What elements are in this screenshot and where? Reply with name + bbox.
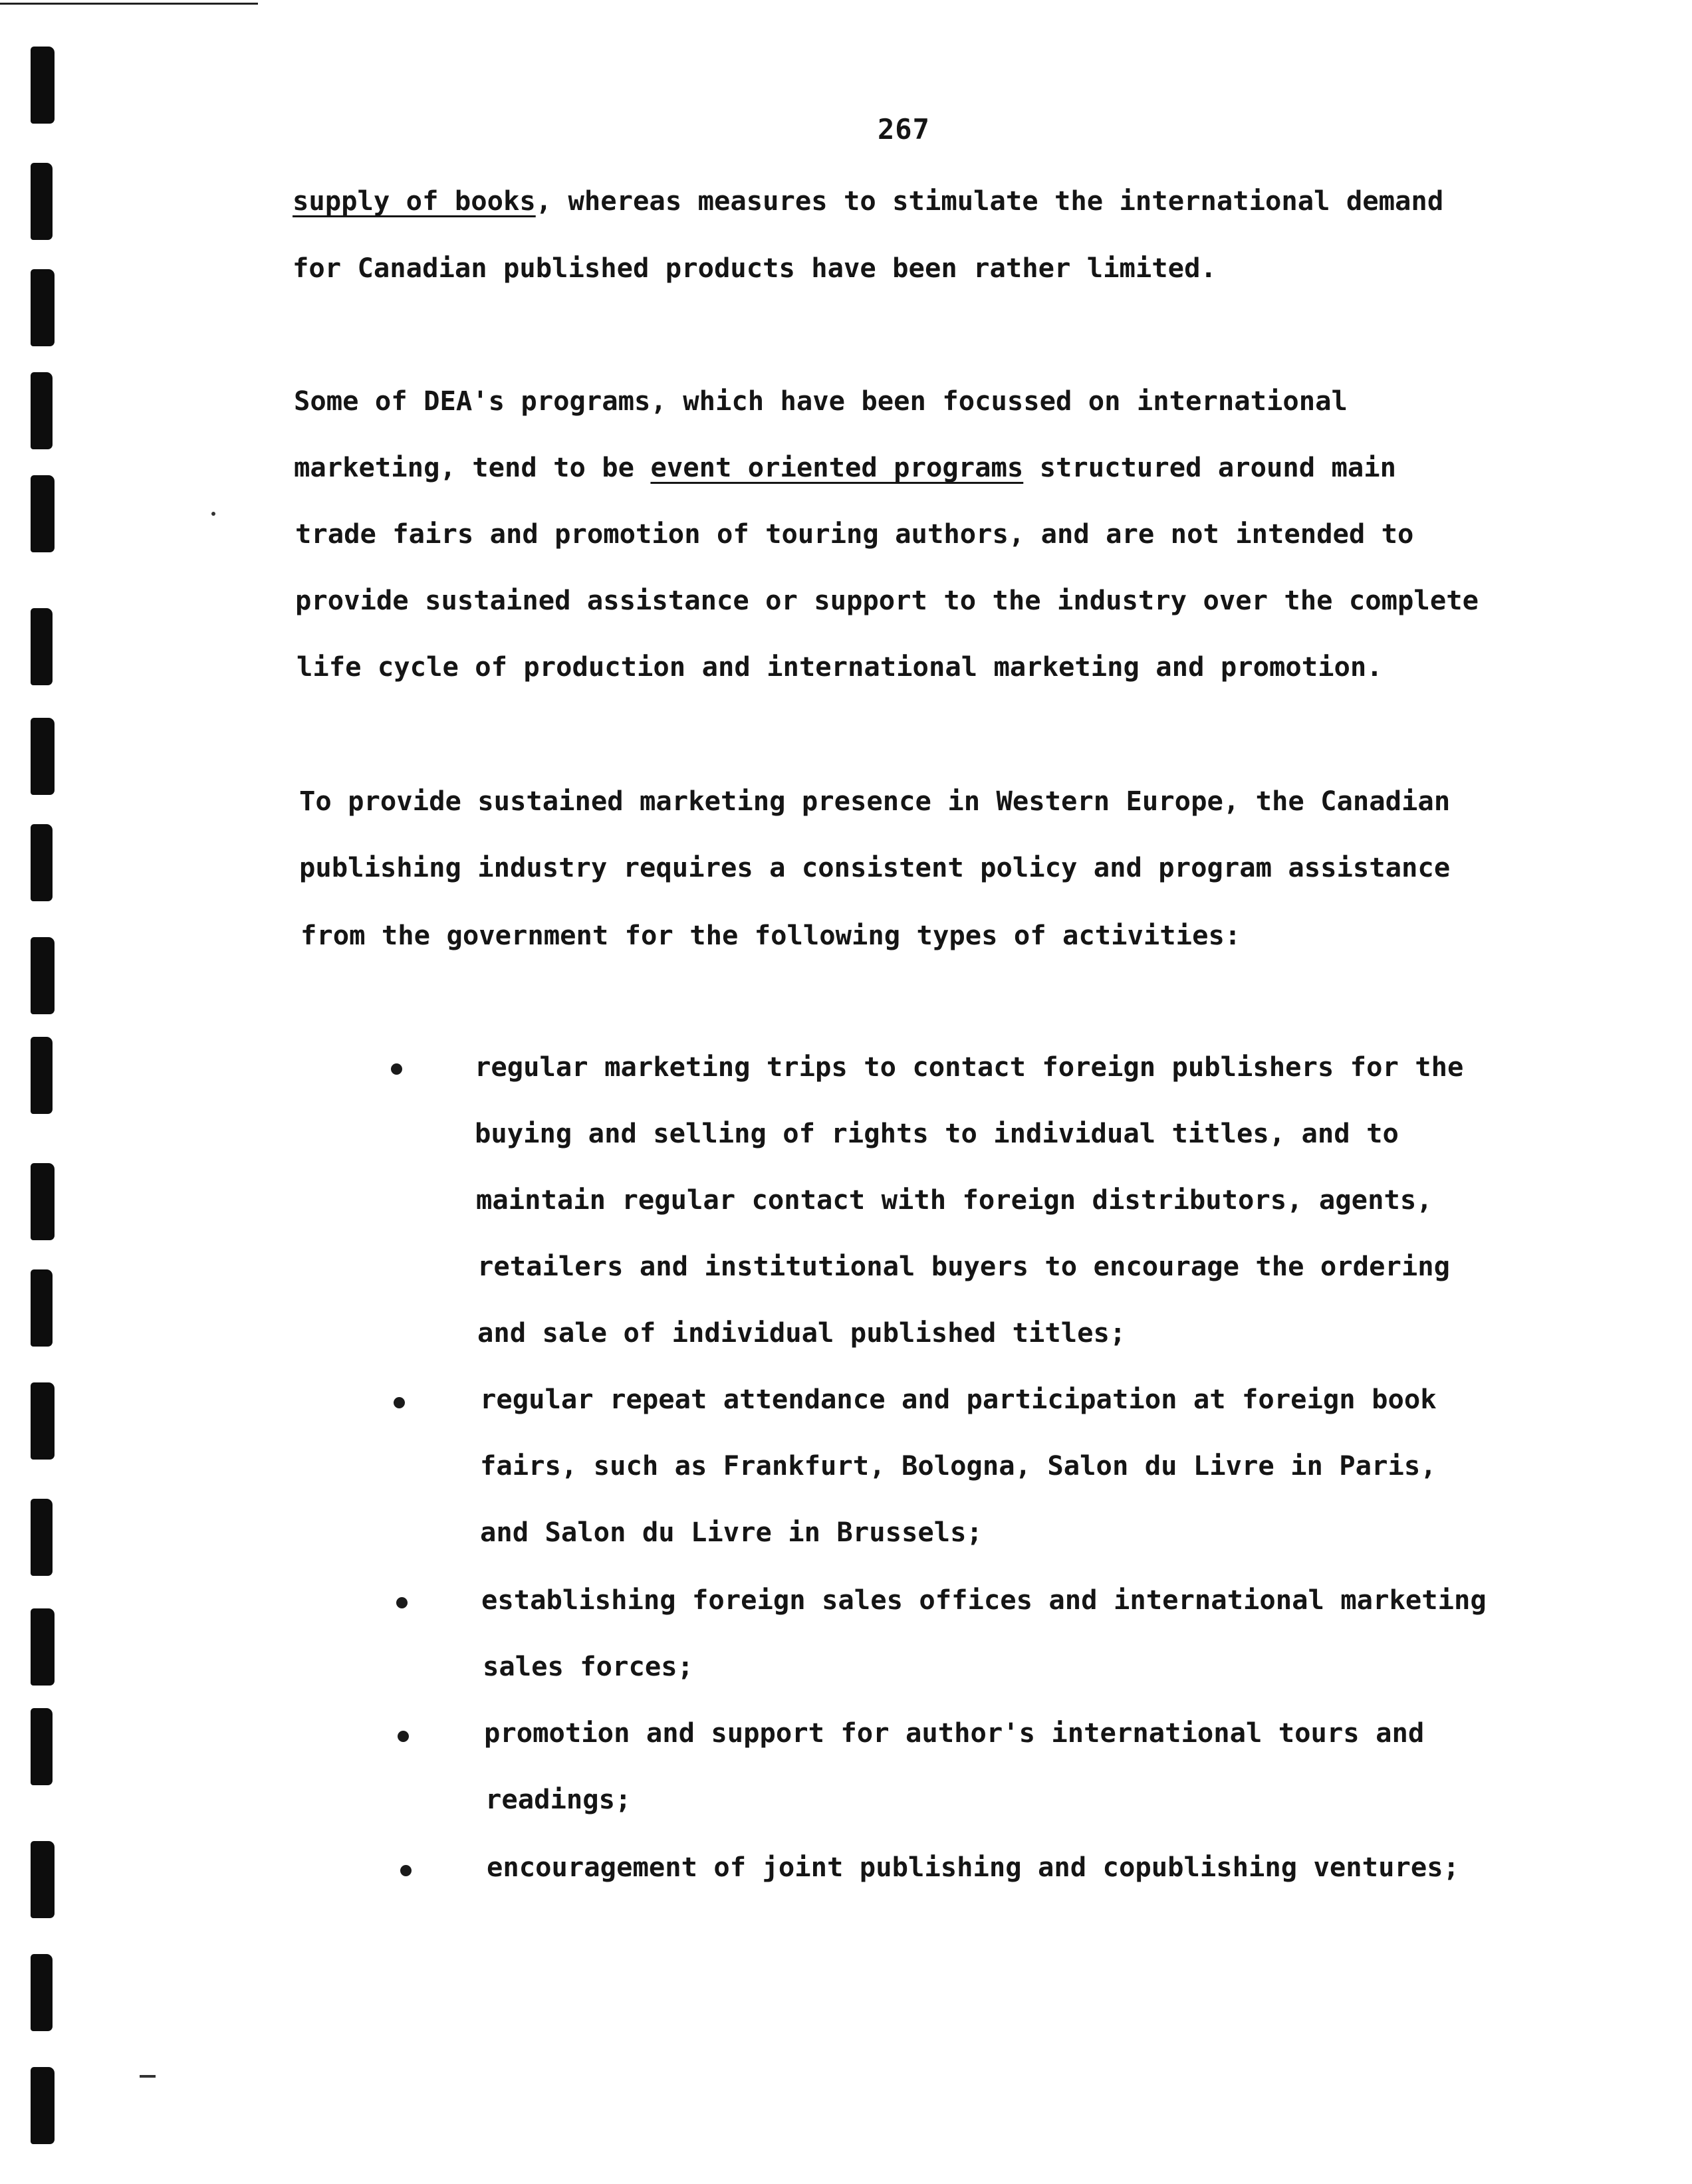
underlined-phrase: event oriented programs xyxy=(650,451,1024,483)
text-line: fairs, such as Frankfurt, Bologna, Salon du Livre in Paris, xyxy=(480,1450,1437,1481)
text-line: and sale of individual published titles; xyxy=(477,1317,1126,1349)
binding-hole xyxy=(31,47,55,124)
binding-hole xyxy=(31,1163,55,1240)
text-line: buying and selling of rights to individual titles, and to xyxy=(475,1117,1399,1149)
binding-hole xyxy=(31,1382,55,1460)
text-line: promotion and support for author's international tours and xyxy=(484,1717,1425,1749)
bullet-marker xyxy=(394,1397,405,1408)
page-number: 267 xyxy=(878,113,930,146)
text-line: from the government for the following types of activities: xyxy=(301,919,1241,951)
scan-speck xyxy=(140,2075,156,2078)
binding-hole xyxy=(31,608,53,685)
text-line: readings; xyxy=(485,1783,632,1815)
line-text: marketing, tend to be xyxy=(294,451,651,483)
binding-hole xyxy=(31,718,55,795)
text-line: To provide sustained marketing presence in Western Europe, the Canadian xyxy=(299,785,1451,817)
text-line xyxy=(293,187,1443,215)
line-text: structured around main xyxy=(1023,451,1397,483)
binding-hole xyxy=(31,2067,55,2144)
text-line: for Canadian published products have been rather limited. xyxy=(293,252,1217,284)
binding-hole xyxy=(31,269,55,346)
binding-hole xyxy=(31,1954,53,2031)
text-line: establishing foreign sales offices and international marketing xyxy=(481,1584,1487,1616)
text-line: maintain regular contact with foreign distributors, agents, xyxy=(476,1184,1433,1216)
binding-hole xyxy=(31,1269,53,1347)
binding-hole xyxy=(31,1841,55,1918)
text-line xyxy=(294,451,1397,483)
binding-hole xyxy=(31,372,53,449)
text-line: regular marketing trips to contact foreign publishers for the xyxy=(475,1051,1464,1083)
text-line: sales forces; xyxy=(483,1650,693,1682)
text-line: life cycle of production and international marketing and promotion. xyxy=(297,651,1383,683)
text-line: retailers and institutional buyers to encourage the ordering xyxy=(477,1250,1450,1282)
underlined-phrase: supply of books xyxy=(293,185,536,217)
text-line: trade fairs and promotion of touring authors, and are not intended to xyxy=(295,518,1414,550)
line-text: , whereas measures to stimulate the international demand xyxy=(535,185,1444,217)
binding-hole xyxy=(31,475,55,552)
binding-hole xyxy=(31,163,53,240)
bullet-marker xyxy=(391,1063,402,1075)
top-rule xyxy=(0,3,258,5)
text-line: and Salon du Livre in Brussels; xyxy=(480,1516,983,1548)
text-line: Some of DEA's programs, which have been focussed on international xyxy=(294,385,1348,417)
binding-hole xyxy=(31,1608,55,1686)
text-line: publishing industry requires a consistent policy and program assistance xyxy=(299,851,1451,883)
binding-hole xyxy=(31,1708,53,1785)
binding-hole xyxy=(31,937,55,1014)
binding-hole xyxy=(31,824,53,901)
text-line: encouragement of joint publishing and copublishing ventures; xyxy=(487,1851,1459,1883)
scan-speck xyxy=(211,512,215,516)
text-line: regular repeat attendance and participation at foreign book xyxy=(480,1383,1437,1415)
binding-hole xyxy=(31,1037,53,1114)
bullet-marker xyxy=(396,1597,408,1608)
binding-hole xyxy=(31,1499,53,1576)
bullet-marker xyxy=(398,1731,409,1742)
bullet-marker xyxy=(400,1865,412,1876)
text-line: provide sustained assistance or support to the industry over the complete xyxy=(295,584,1479,616)
